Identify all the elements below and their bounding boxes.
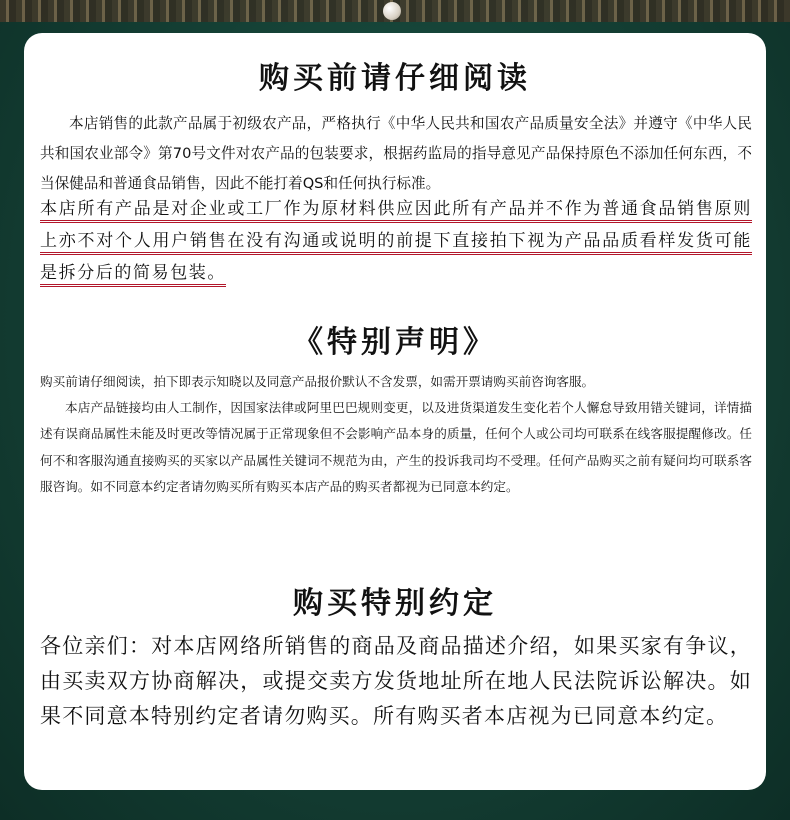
notice-card xyxy=(24,33,766,790)
section-title-special-agreement: 购买特别约定 xyxy=(293,586,497,621)
paragraph-invoice-notice: 购买前请仔细阅读，拍下即表示知晓以及同意产品报价默认不含发票，如需开票请购买前咨询客服。 xyxy=(40,374,595,389)
section-title-special-statement: 《特别声明》 xyxy=(293,325,497,360)
pearl-ornament xyxy=(383,2,401,20)
section-title-read-before-purchase: 购买前请仔细阅读 xyxy=(259,61,531,96)
paragraph-emphasis-notice xyxy=(40,193,752,289)
emphasis-underlined-text: 本店所有产品是对企业或工厂作为原材料供应因此所有产品并不作为普通食品销售原则上亦不对个人用户销售在没有沟通或说明的前提下直接拍下视为产品品质看样发货可能是拆分后的简易包装。 xyxy=(40,199,752,287)
paragraph-product-standards: 本店销售的此款产品属于初级农产品，严格执行《中华人民共和国农产品质量安全法》并遵守《中华人民共和国农业部令》第70号文件对农产品的包装要求，根据药监局的指导意见产品保持原色不添加任何东西，不当保健品和普通食品销售，因此不能打着QS和任何执行标准。 xyxy=(40,115,752,192)
paragraph-listing-disclaimer: 本店产品链接均由人工制作，因国家法律或阿里巴巴规则变更，以及进货渠道发生变化若个人懈怠导致用错关键词，详情描述有误商品属性未能及时更改等情况属于正常现象但不会影响产品本身的质量，任何个人或公司均可联系在线客服提醒修改。任何不和客服沟通直接购买的买家以产品属性关键词不规范为由，产生的投诉我司均不受理。任何产品购买之前有疑问均可联系客服咨询。如不同意本约定者请勿购买所有购买本店产品的购买者都视为已同意本约定。 xyxy=(40,400,752,494)
paragraph-dispute-agreement: 各位亲们：对本店网络所销售的商品及商品描述介绍，如果买家有争议，由买卖双方协商解决，或提交卖方发货地址所在地人民法院诉讼解决。如果不同意本特别约定者请勿购买。所有购买者本店视为已同意本约定。 xyxy=(40,634,752,728)
